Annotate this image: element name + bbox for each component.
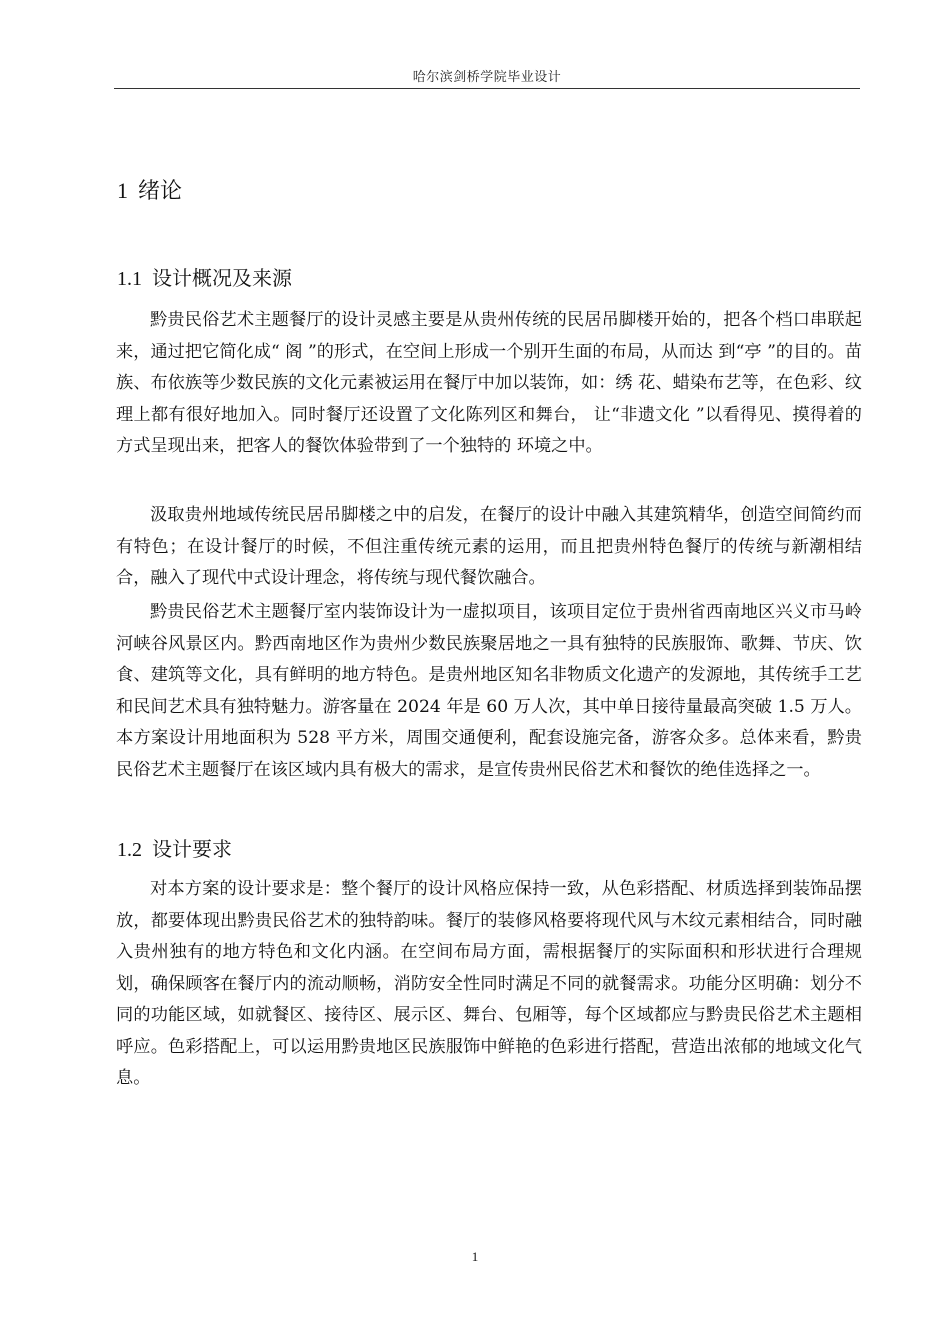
section-heading-1-2: [117, 833, 232, 862]
section-heading-1-1: [117, 262, 292, 291]
chapter-title: 绪论: [138, 179, 183, 204]
page-number: 1: [471, 1249, 479, 1264]
paragraph: 黔贵民俗艺术主题餐厅的设计灵感主要是从贵州传统的民居吊脚楼开始的，把各个档口串联起来，通过把它简化成“ 阁 ”的形式，在空间上形成一个别开生面的布局，从而达 到“亭 ”的目的。苗族、布依族等少数民族的文化元素被运用在餐厅中加以装饰，如：绣 花、蜡染布艺等，在色彩、纹理上都有很好地加入。同时餐厅还设置了文化陈列区和舞台， 让“非遗文化 ”以看得见、摸得着的方式呈现出来，把客人的餐饮体验带到了一个独特的 环境之中。: [116, 310, 862, 456]
running-header: 哈尔滨剑桥学院毕业设计: [412, 70, 562, 85]
section-number: 1.1: [117, 268, 142, 290]
section-title: 设计概况及来源: [152, 266, 292, 290]
paragraph: 汲取贵州地域传统民居吊脚楼之中的启发，在餐厅的设计中融入其建筑精华，创造空间简约而有特色；在设计餐厅的时候，不但注重传统元素的运用，而且把贵州特色餐厅的传统与新潮相结合，融入了现代中式设计理念，将传统与现代餐饮融合。: [116, 505, 862, 588]
paragraph: 黔贵民俗艺术主题餐厅室内装饰设计为一虚拟项目，该项目定位于贵州省西南地区兴义市马岭河峡谷风景区内。黔西南地区作为贵州少数民族聚居地之一具有独特的民族服饰、歌舞、节庆、饮食、建筑等文化，具有鲜明的地方特色。是贵州地区知名非物质文化遗产的发源地，其传统手工艺和民间艺术具有独特魅力。游客量在 2024 年是 60 万人次，其中单日接待量最高突破 1.5 万人。本方案设计用地面积为 528 平方米，周围交通便利，配套设施完备，游客众多。总体来看，黔贵民俗艺术主题餐厅在该区域内具有极大的需求，是宣传贵州民俗艺术和餐饮的绝佳选择之一。: [116, 602, 862, 780]
chapter-heading: [117, 174, 182, 205]
chapter-number: 1: [117, 178, 128, 203]
paragraph: 对本方案的设计要求是：整个餐厅的设计风格应保持一致，从色彩搭配、材质选择到装饰品摆放，都要体现出黔贵民俗艺术的独特韵味。餐厅的装修风格要将现代风与木纹元素相结合，同时融入贵州独有的地方特色和文化内涵。在空间布局方面，需根据餐厅的实际面积和形状进行合理规划，确保顾客在餐厅内的流动顺畅，消防安全性同时满足不同的就餐需求。功能分区明确：划分不同的功能区域，如就餐区、接待区、展示区、舞台、包厢等，每个区域都应与黔贵民俗艺术主题相呼应。色彩搭配上，可以运用黔贵地区民族服饰中鲜艳的色彩进行搭配，营造出浓郁的地域文化气息。: [116, 879, 862, 1088]
section-title: 设计要求: [152, 837, 232, 861]
section-number: 1.2: [117, 839, 142, 861]
header-rule: [114, 88, 860, 89]
